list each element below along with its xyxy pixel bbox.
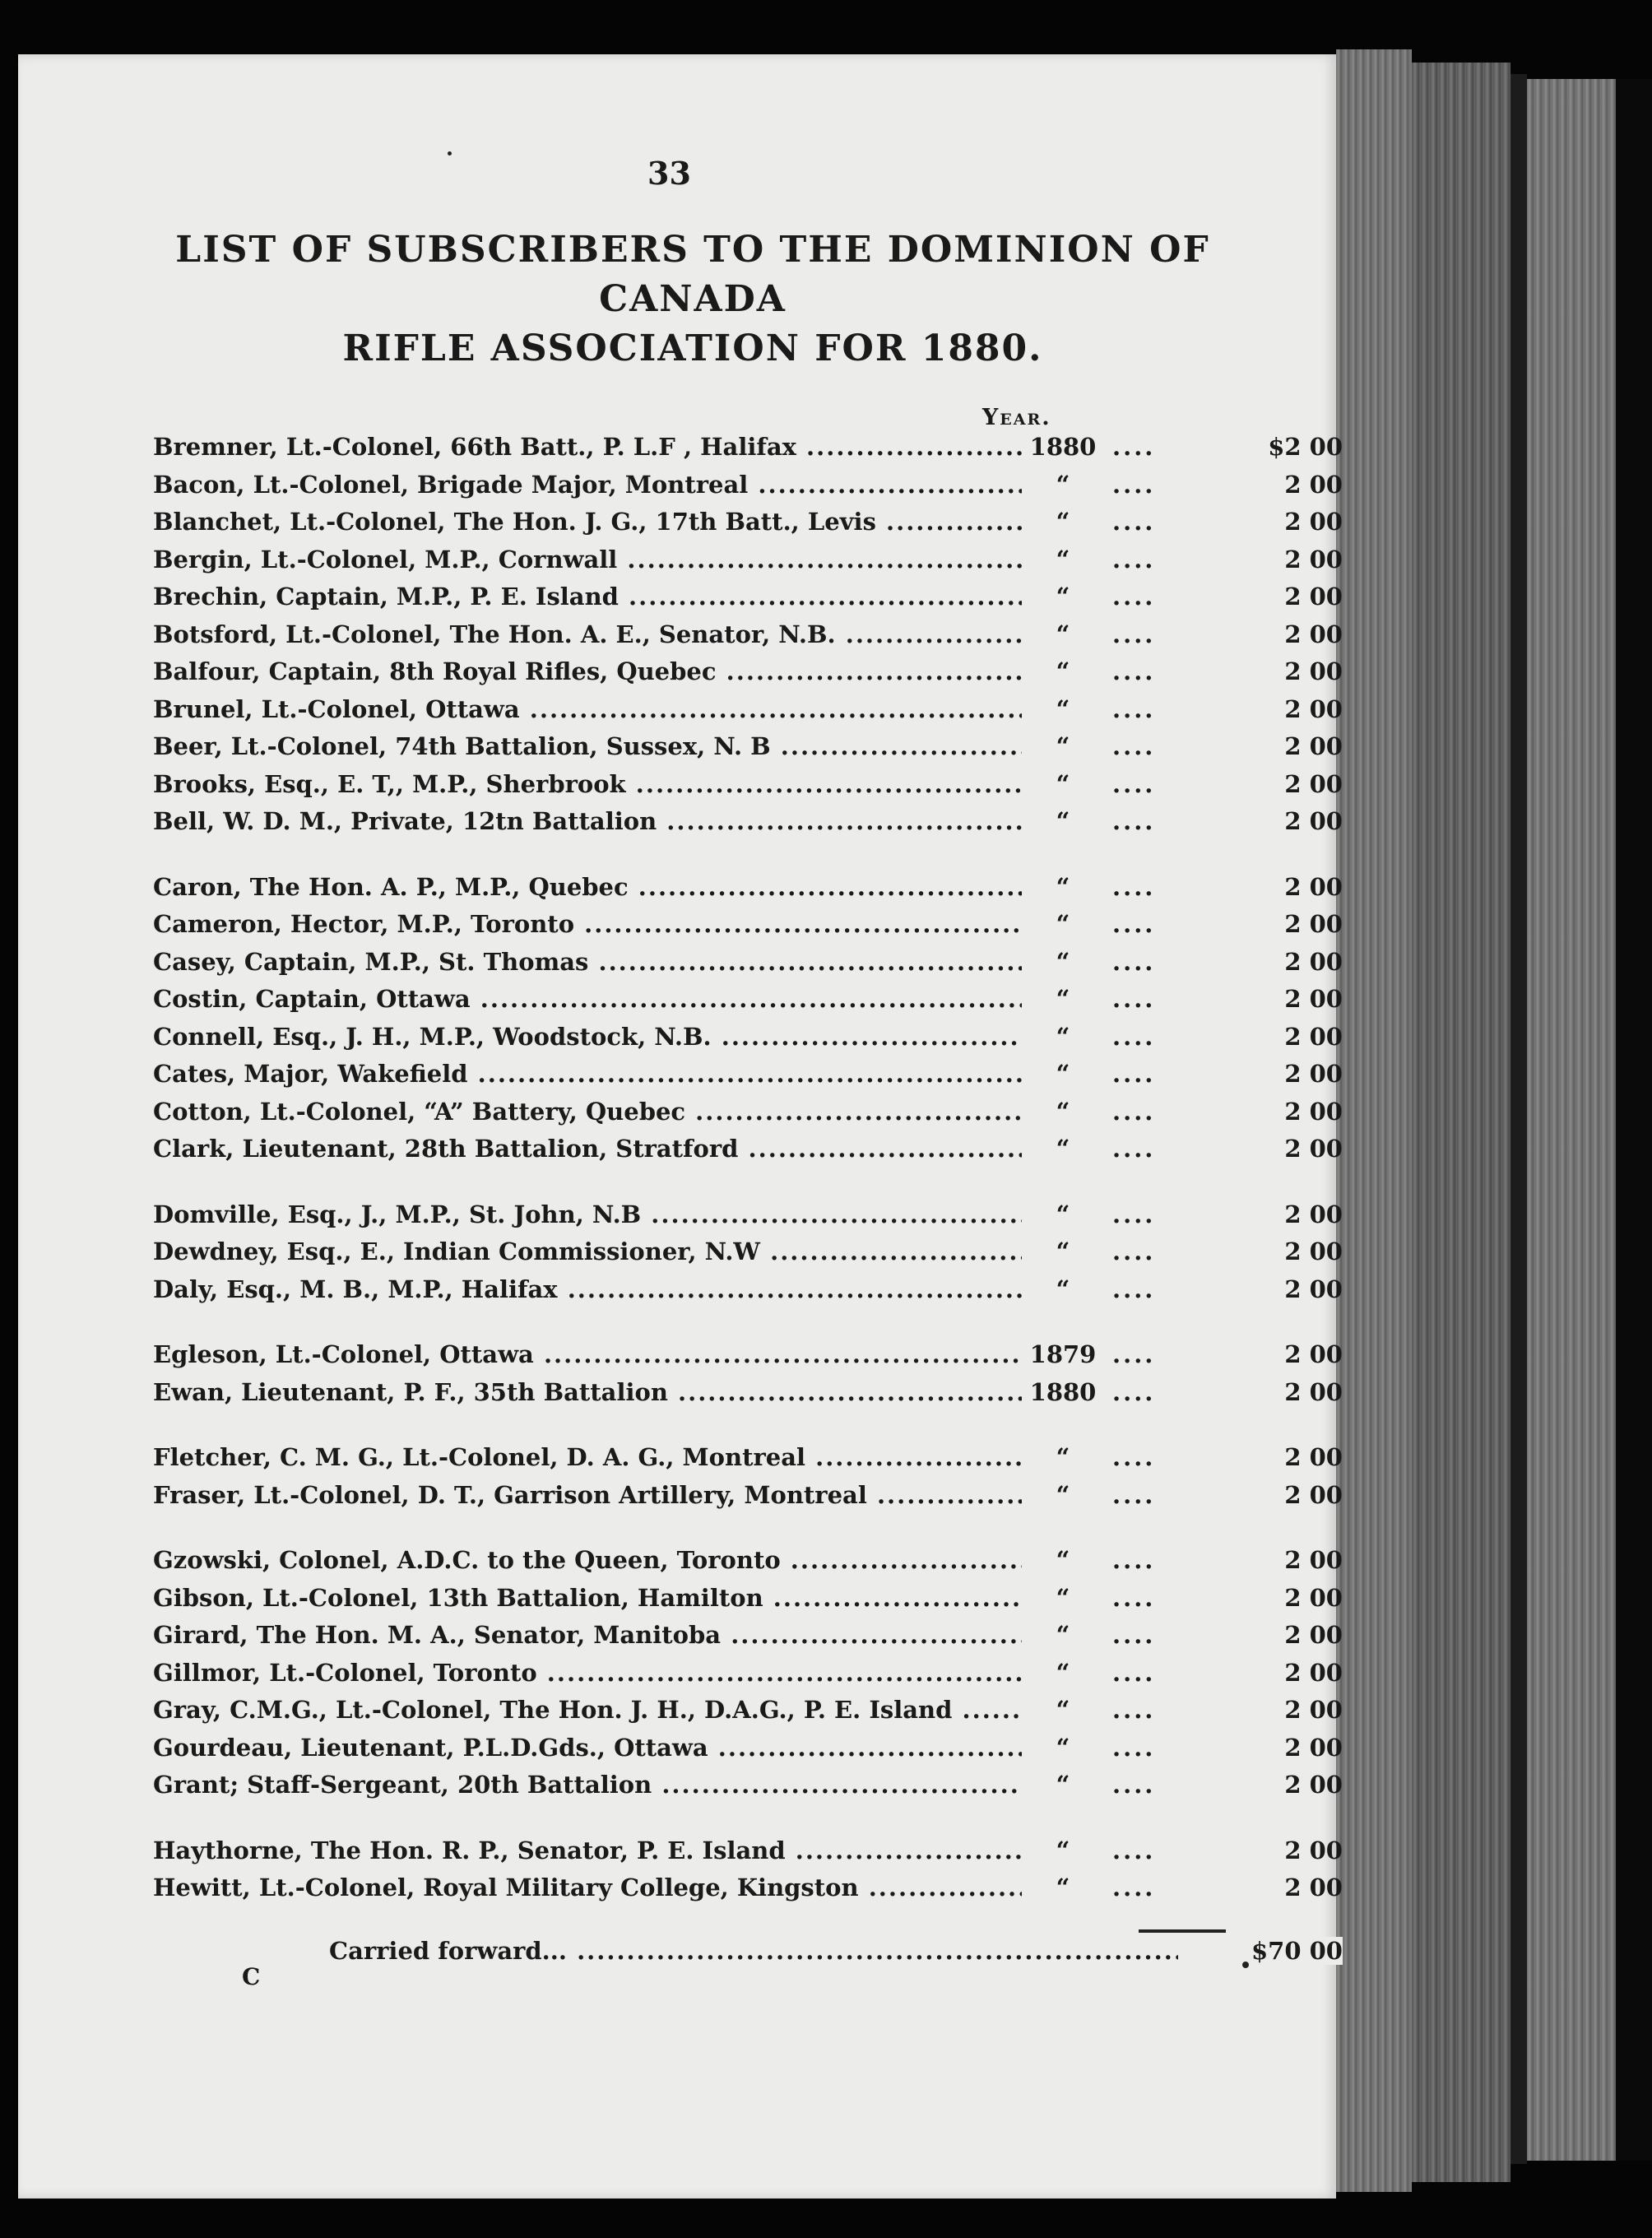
dot-leader: .... [1112,1443,1156,1471]
subscription-year: “ [1022,620,1104,648]
subscription-amount: 2 00 [1284,1771,1343,1799]
subscription-amount: 2 00 [1284,470,1343,499]
subscription-year: “ [1022,546,1104,573]
dot-leader: .... [1112,470,1156,499]
subscription-amount: 2 00 [1284,1621,1343,1649]
subscriber-row [133,1018,1343,1056]
subscription-year: “ [1022,910,1104,938]
subscriber-name: Brechin, Captain, M.P., P. E. Island ..... [153,583,1022,611]
subscription-year: “ [1022,1237,1104,1265]
title-line-1: LIST OF SUBSCRIBERS TO THE DOMINION OF CANADA [175,229,1210,320]
subscription-amount: 2 00 [1284,1546,1343,1574]
subscription-year: 1880 [1022,433,1104,461]
subscriber-row [133,802,1343,840]
subscription-amount: 2 00 [1284,1275,1343,1303]
subscription-amount: 2 00 [1284,1097,1343,1126]
dot-leader: .... [1112,872,1156,901]
subscriber-row [133,1093,1343,1131]
subscriber-row [133,428,1343,466]
subscriber-name: Bremner, Lt.-Colonel, 66th Batt., P. L.F , Halifax ..... [153,433,1022,461]
subscriber-row [133,980,1343,1018]
subscriber-name: Balfour, Captain, 8th Royal Rifles, Quebec ..... [153,657,1022,685]
subscription-year: “ [1022,1443,1104,1471]
subscription-amount: 2 00 [1284,620,1343,648]
subscriber-name: Caron, The Hon. A. P., M.P., Quebec ..... [153,873,1022,901]
book-cover-gap [1616,79,1652,2161]
subscription-year: “ [1022,985,1104,1013]
year-column-header: Year. [982,405,1051,430]
book-page [18,54,1343,2199]
title-line-2: RIFLE ASSOCIATION FOR 1880. [342,327,1043,369]
subscription-year: “ [1022,695,1104,723]
subscriber-row [133,1616,1343,1654]
subscription-amount: 2 00 [1284,545,1343,573]
subscription-year: 1879 [1022,1340,1104,1368]
subscription-amount: 2 00 [1284,769,1343,798]
subscriber-name: Grant; Staff-Sergeant, 20th Battalion ..... [153,1771,1022,1799]
subscriber-name: Blanchet, Lt.-Colonel, The Hon. J. G., 17th Batt., Levis ..... [153,508,1022,536]
dot-leader: .... [1112,732,1156,760]
subscription-year: “ [1022,732,1104,760]
subscriber-name: Botsford, Lt.-Colonel, The Hon. A. E., Senator, N.B. ..... [153,620,1022,648]
subscriber-row [133,765,1343,803]
subscription-amount: 2 00 [1284,1733,1343,1762]
subscription-year: “ [1022,1734,1104,1762]
dot-leader: .... [1112,1237,1156,1265]
subscription-year: “ [1022,1481,1104,1509]
dot-leader: .... [1112,910,1156,938]
subscription-year: “ [1022,807,1104,835]
subscription-year: “ [1022,948,1104,976]
subscription-year: “ [1022,657,1104,685]
subscriber-name: Cates, Major, Wakefield ..... [153,1060,1022,1088]
subscription-amount: 2 00 [1284,694,1343,723]
subscriber-name: Beer, Lt.-Colonel, 74th Battalion, Sussex, N. B ..... [153,732,1022,760]
subscriber-row [133,868,1343,906]
subscriber-name: Gourdeau, Lieutenant, P.L.D.Gds., Ottawa ..... [153,1734,1022,1762]
subscription-amount: 2 00 [1284,947,1343,976]
subscriber-row [133,541,1343,578]
subscriber-row [133,1270,1343,1308]
subscription-year: “ [1022,1584,1104,1612]
subscriber-row [133,503,1343,541]
subscriber-name: Haythorne, The Hon. R. P., Senator, P. E. Island ..... [153,1836,1022,1864]
subscriber-row [133,943,1343,981]
subscriber-name: Daly, Esq., M. B., M.P., Halifax ..... [153,1275,1022,1303]
group-spacer [133,1804,1236,1832]
subscription-year: “ [1022,1023,1104,1051]
subscription-amount: 2 00 [1284,1480,1343,1509]
subscriber-row [133,690,1343,728]
subscription-year: “ [1022,1098,1104,1126]
subscriber-row [133,1233,1343,1270]
subscriber-name: Girard, The Hon. M. A., Senator, Manitoba ..... [153,1621,1022,1649]
subscription-year: “ [1022,1135,1104,1163]
subscriber-name: Gzowski, Colonel, A.D.C. to the Queen, Toronto ..... [153,1546,1022,1574]
subscriber-row [133,1055,1343,1093]
subscription-year: “ [1022,1836,1104,1864]
subscriber-row [133,905,1343,943]
subscriber-row [133,1691,1343,1729]
subscription-amount: 2 00 [1284,1583,1343,1612]
dot-leader: .... [1112,1275,1156,1303]
dot-leader: .... [1112,433,1156,461]
subscriber-row [133,615,1343,653]
dot-leader: .... [1112,1135,1156,1163]
subscription-amount: 2 00 [1284,1135,1343,1163]
subscription-year: “ [1022,1546,1104,1574]
subscription-year: “ [1022,1659,1104,1687]
page-number: 33 [647,155,691,192]
subscriber-name: Bell, W. D. M., Private, 12tn Battalion ..... [153,807,1022,835]
dot-leader: .... [1112,1733,1156,1762]
signature-mark: C [242,1963,261,1990]
dot-leader: .... [1112,545,1156,573]
subscription-amount: 2 00 [1284,657,1343,685]
subscriber-name: Gibson, Lt.-Colonel, 13th Battalion, Hamilton ..... [153,1584,1022,1612]
subscriber-list [133,428,1343,1906]
dot-leader: .... [1112,1583,1156,1612]
subscription-year: “ [1022,583,1104,611]
subscription-year: 1880 [1022,1378,1104,1406]
subscription-amount: 2 00 [1284,1022,1343,1051]
dot-leader: .... [1112,947,1156,976]
subscriber-name: Costin, Captain, Ottawa ..... [153,985,1022,1013]
subscription-amount: 2 00 [1284,732,1343,760]
subscriber-row [133,1869,1343,1906]
subscription-amount: 2 00 [1284,1377,1343,1406]
dot-leader: .... [1112,657,1156,685]
dot-leader: .... [1112,1022,1156,1051]
group-spacer [133,1410,1236,1438]
book-cover-gap [1510,74,1527,2164]
group-spacer [133,1513,1236,1541]
subscription-amount: 2 00 [1284,1658,1343,1687]
dot-leader: .... [1112,508,1156,536]
dot-leader: .... [1112,1696,1156,1724]
subscription-amount: 2 00 [1284,1340,1343,1368]
page-title [133,225,1252,374]
subscriber-row [133,1476,1343,1514]
subscriber-name: Hewitt, Lt.-Colonel, Royal Military College, Kingston ..... [153,1874,1022,1901]
subscription-amount: 2 00 [1284,583,1343,611]
page-edges-stack [1336,49,1412,2192]
subscription-year: “ [1022,1060,1104,1088]
group-spacer [133,840,1236,868]
subscriber-row [133,1335,1343,1373]
dot-leader: .... [1112,1836,1156,1864]
subscription-year: “ [1022,1771,1104,1799]
dot-leader: .... [1112,1771,1156,1799]
carried-forward-amount: $70 00 [1178,1937,1343,1965]
dot-leader: .... [1112,807,1156,835]
subscription-amount: 2 00 [1284,1443,1343,1471]
subscriber-row [133,1766,1343,1804]
subscription-amount: 2 00 [1284,1696,1343,1724]
carried-forward-row [133,1932,1343,1970]
dot-leader: .... [1112,620,1156,648]
subscriber-name: Brooks, Esq., E. T,, M.P., Sherbrook ..... [153,770,1022,798]
subscriber-row [133,1438,1343,1476]
dot-leader: .... [1112,694,1156,723]
subscription-amount: 2 00 [1284,1237,1343,1265]
dot-leader: .... [1112,1377,1156,1406]
subscription-amount: 2 00 [1284,508,1343,536]
subscription-year: “ [1022,1696,1104,1724]
subscription-year: “ [1022,1200,1104,1228]
dot-leader: .... [1112,1060,1156,1088]
subscriber-row [133,1832,1343,1869]
ink-speck [1242,1962,1249,1968]
page-edges-stack [1527,79,1616,2161]
subscriber-row [133,578,1343,615]
subscription-amount: $2 00 [1268,433,1343,461]
dot-leader: .... [1112,769,1156,798]
subscriber-name: Fraser, Lt.-Colonel, D. T., Garrison Artillery, Montreal ..... [153,1481,1022,1509]
subscriber-name: Gray, C.M.G., Lt.-Colonel, The Hon. J. H., D.A.G., P. E. Island ..... [153,1696,1022,1724]
subscriber-name: Domville, Esq., J., M.P., St. John, N.B ..... [153,1200,1022,1228]
subscription-amount: 2 00 [1284,1836,1343,1864]
subscription-year: “ [1022,770,1104,798]
subscription-amount: 2 00 [1284,985,1343,1013]
dot-leader: .... [1112,1480,1156,1509]
subscription-amount: 2 00 [1284,872,1343,901]
subscriber-name: Brunel, Lt.-Colonel, Ottawa ..... [153,695,1022,723]
dot-leader: .... [1112,1340,1156,1368]
dot-leader: .... [1112,1658,1156,1687]
dot-leader: .... [1112,1621,1156,1649]
dot-leader: .... [1112,1874,1156,1901]
subscriber-row [133,652,1343,690]
dot-leader: .... [1112,1546,1156,1574]
subscription-year: “ [1022,471,1104,499]
subscriber-name: Connell, Esq., J. H., M.P., Woodstock, N.B. ..... [153,1023,1022,1051]
subscriber-name: Casey, Captain, M.P., St. Thomas ..... [153,948,1022,976]
subscriber-name: Bacon, Lt.-Colonel, Brigade Major, Montreal ..... [153,471,1022,499]
subscription-year: “ [1022,873,1104,901]
subscription-amount: 2 00 [1284,807,1343,835]
dot-leader: .... [1112,583,1156,611]
subscriber-row [133,1654,1343,1692]
subscriber-name: Clark, Lieutenant, 28th Battalion, Stratford ..... [153,1135,1022,1163]
subscriber-name: Ewan, Lieutenant, P. F., 35th Battalion ..... [153,1378,1022,1406]
subscriber-row [133,1373,1343,1411]
subscriber-name: Dewdney, Esq., E., Indian Commissioner, N.W ..... [153,1237,1022,1265]
dot-leader: .... [1112,985,1156,1013]
subscriber-name: Gillmor, Lt.-Colonel, Toronto ..... [153,1659,1022,1687]
subscription-year: “ [1022,1275,1104,1303]
subscriber-name: Egleson, Lt.-Colonel, Ottawa ..... [153,1340,1022,1368]
subscription-year: “ [1022,1621,1104,1649]
subscriber-name: Cameron, Hector, M.P., Toronto ..... [153,910,1022,938]
subscriber-name: Cotton, Lt.-Colonel, “A” Battery, Quebec ..... [153,1098,1022,1126]
subscriber-row [133,1196,1343,1233]
subscription-amount: 2 00 [1284,1060,1343,1088]
page-content [18,54,1343,2199]
ink-speck [448,151,452,156]
dot-leader: .... [1112,1097,1156,1126]
subscriber-row [133,1729,1343,1767]
subscriber-row [133,1579,1343,1617]
subscription-amount: 2 00 [1284,910,1343,938]
subscription-amount: 2 00 [1284,1200,1343,1228]
subscriber-name: Fletcher, C. M. G., Lt.-Colonel, D. A. G., Montreal ..... [153,1443,1022,1471]
dot-leader: .... [1112,1200,1156,1228]
subscriber-row [133,727,1343,765]
group-spacer [133,1168,1236,1196]
group-spacer [133,1307,1236,1335]
subscriber-row [133,1541,1343,1579]
subscriber-row [133,466,1343,504]
carried-forward-label: Carried forward... ..... [329,1937,1254,1965]
subscription-amount: 2 00 [1284,1874,1343,1901]
subscription-year: “ [1022,1874,1104,1901]
subscription-year: “ [1022,508,1104,536]
page-edges-stack [1412,63,1510,2182]
subscriber-name: Bergin, Lt.-Colonel, M.P., Cornwall ..... [153,546,1022,573]
subscriber-row [133,1130,1343,1168]
